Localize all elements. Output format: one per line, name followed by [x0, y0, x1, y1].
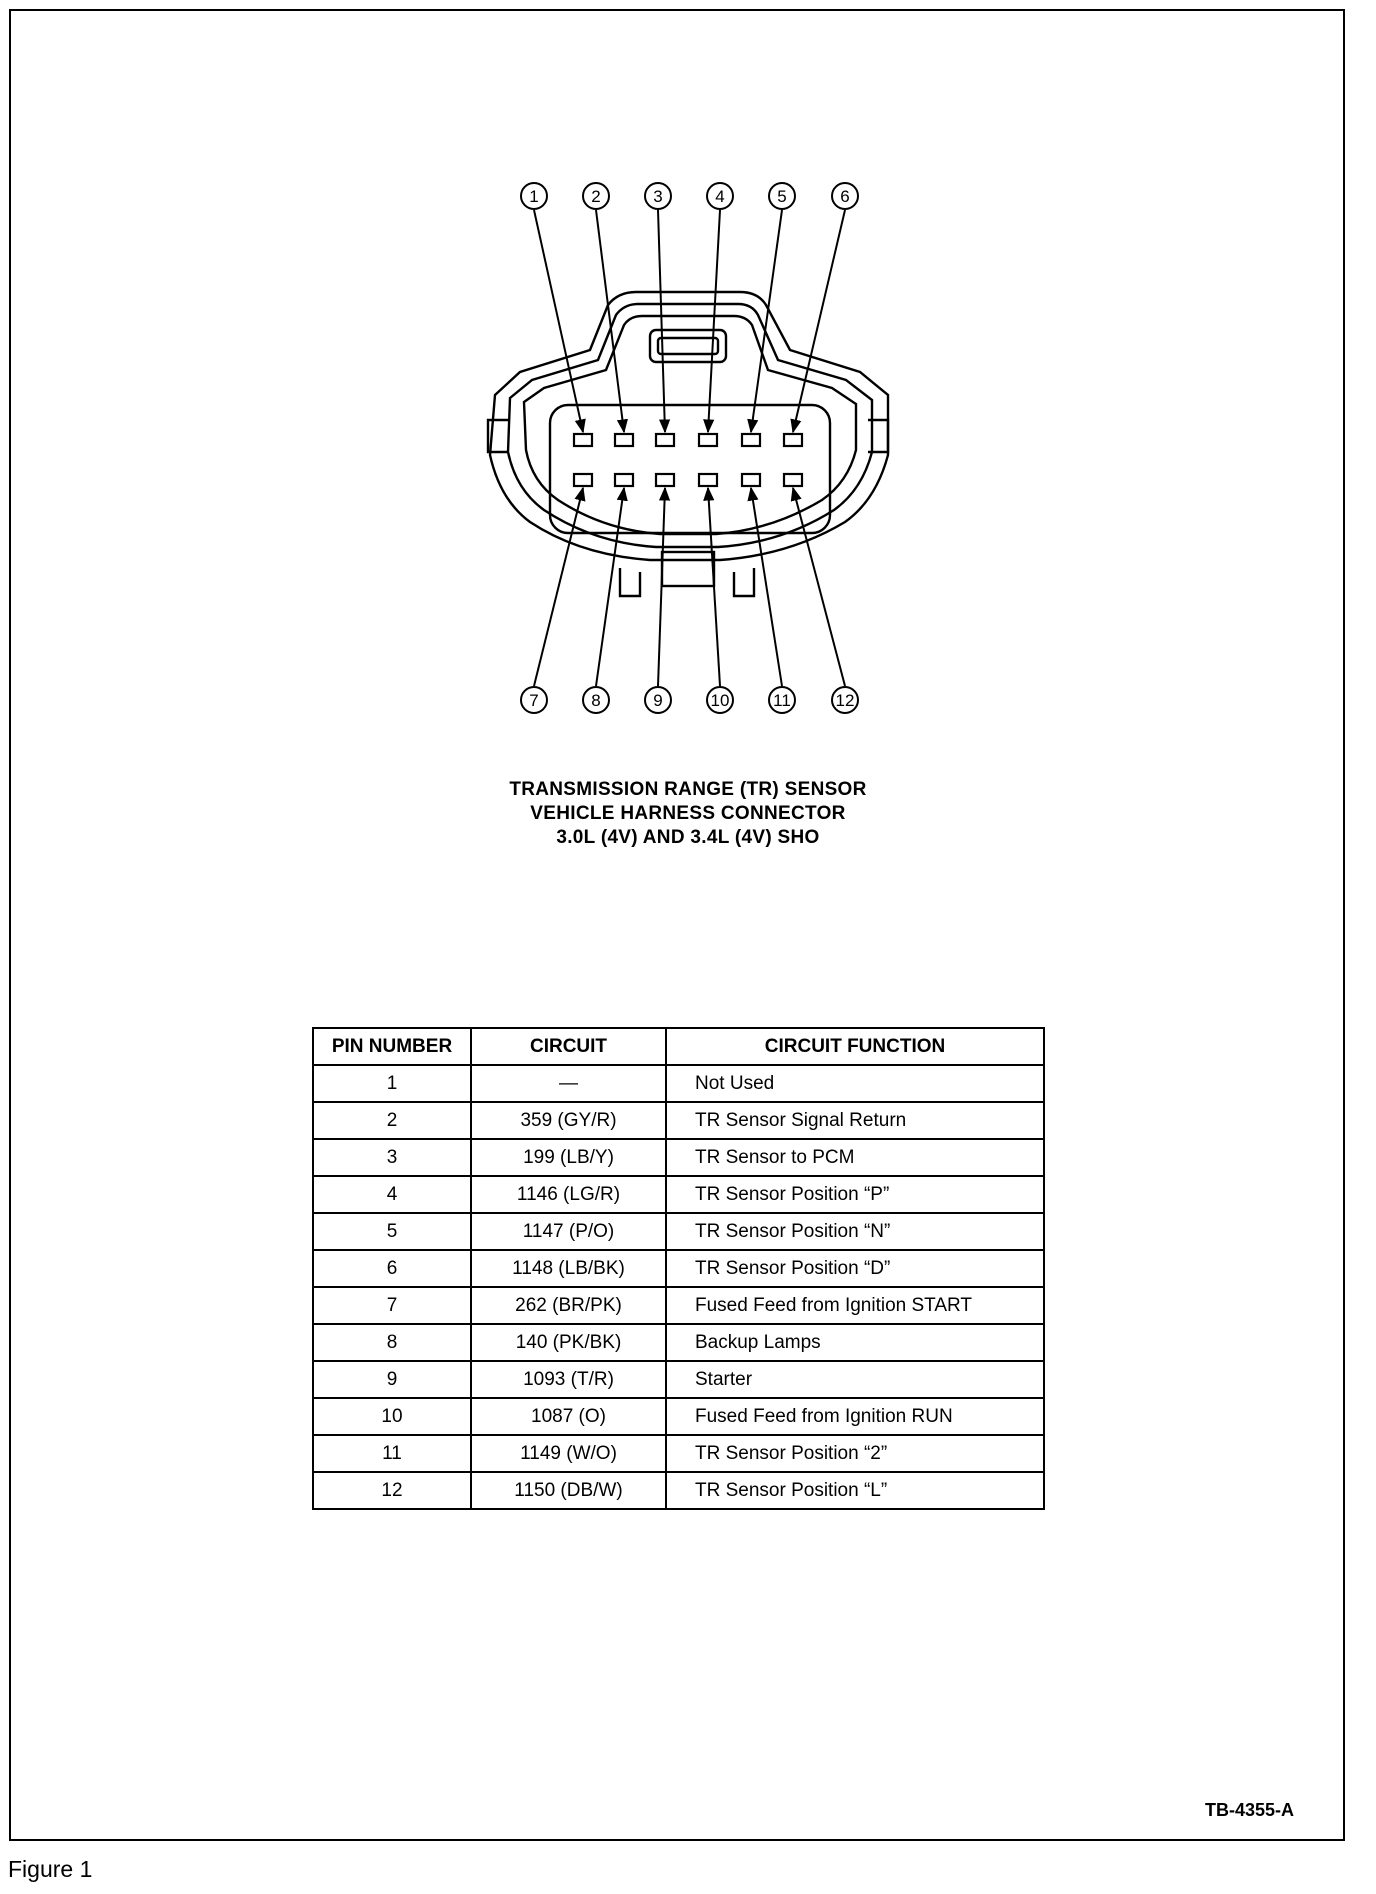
pin-callout-label-5: 5	[777, 187, 787, 206]
cell-pin: 8	[313, 1324, 471, 1361]
cell-function: TR Sensor Position “L”	[666, 1472, 1044, 1509]
cell-function: Fused Feed from Ignition RUN	[666, 1398, 1044, 1435]
cell-function: TR Sensor Position “2”	[666, 1435, 1044, 1472]
cell-circuit: 1150 (DB/W)	[471, 1472, 666, 1509]
header-pin-number: PIN NUMBER	[313, 1028, 471, 1065]
table-row	[313, 1472, 1044, 1509]
cell-pin: 7	[313, 1287, 471, 1324]
header-circuit-function: CIRCUIT FUNCTION	[666, 1028, 1044, 1065]
table-row	[313, 1398, 1044, 1435]
top-pin-callouts	[521, 183, 858, 209]
cell-circuit: 1148 (LB/BK)	[471, 1250, 666, 1287]
cell-circuit: —	[471, 1065, 666, 1102]
pin-socket-6	[784, 434, 802, 446]
pin-callout-label-8: 8	[591, 691, 601, 710]
caption-line-3: 3.0L (4V) AND 3.4L (4V) SHO	[556, 827, 820, 848]
table-row	[313, 1176, 1044, 1213]
cell-pin: 10	[313, 1398, 471, 1435]
pin-callout-label-2: 2	[591, 187, 601, 206]
pin-callout-label-12: 12	[835, 691, 855, 710]
leader-line-1	[534, 210, 583, 432]
table-row	[313, 1250, 1044, 1287]
leader-line-2	[596, 210, 624, 432]
pin-socket-10	[699, 474, 717, 486]
bottom-pin-row	[574, 474, 802, 486]
table-row	[313, 1435, 1044, 1472]
cell-circuit: 262 (BR/PK)	[471, 1287, 666, 1324]
cell-pin: 1	[313, 1065, 471, 1102]
pin-callout-label-4: 4	[715, 187, 725, 206]
pin-socket-5	[742, 434, 760, 446]
cell-function: TR Sensor to PCM	[666, 1139, 1044, 1176]
connector-caption	[433, 778, 943, 850]
cell-pin: 2	[313, 1102, 471, 1139]
pin-circuit-table	[312, 1027, 1045, 1510]
header-circuit: CIRCUIT	[471, 1028, 666, 1065]
cell-pin: 12	[313, 1472, 471, 1509]
connector-body	[488, 292, 888, 596]
pin-socket-12	[784, 474, 802, 486]
pin-callout-label-11: 11	[773, 691, 791, 710]
pin-callout-label-1: 1	[529, 187, 539, 206]
cell-circuit: 1146 (LG/R)	[471, 1176, 666, 1213]
top-leader-lines	[534, 210, 845, 432]
cell-pin: 6	[313, 1250, 471, 1287]
cell-function: TR Sensor Signal Return	[666, 1102, 1044, 1139]
table-row	[313, 1287, 1044, 1324]
pin-socket-11	[742, 474, 760, 486]
pin-socket-3	[656, 434, 674, 446]
leader-line-4	[708, 210, 720, 432]
cell-pin: 4	[313, 1176, 471, 1213]
pin-callout-label-3: 3	[653, 187, 663, 206]
cell-circuit: 1087 (O)	[471, 1398, 666, 1435]
cell-circuit: 140 (PK/BK)	[471, 1324, 666, 1361]
leader-line-6	[793, 210, 845, 432]
caption-line-2: VEHICLE HARNESS CONNECTOR	[530, 803, 846, 824]
pin-socket-8	[615, 474, 633, 486]
pin-socket-1	[574, 434, 592, 446]
table-row	[313, 1139, 1044, 1176]
leader-line-3	[658, 210, 665, 432]
table-row	[313, 1065, 1044, 1102]
cell-function: TR Sensor Position “P”	[666, 1176, 1044, 1213]
cell-function: Starter	[666, 1361, 1044, 1398]
top-pin-row	[574, 434, 802, 446]
cell-pin: 5	[313, 1213, 471, 1250]
table-row	[313, 1361, 1044, 1398]
pin-socket-2	[615, 434, 633, 446]
leader-line-5	[751, 210, 782, 432]
pin-callout-label-9: 9	[653, 691, 663, 710]
cell-pin: 11	[313, 1435, 471, 1472]
table-row	[313, 1324, 1044, 1361]
leader-line-11	[751, 488, 782, 686]
table-header-row	[313, 1028, 1044, 1065]
cell-circuit: 1147 (P/O)	[471, 1213, 666, 1250]
cell-function: TR Sensor Position “N”	[666, 1213, 1044, 1250]
cell-function: Backup Lamps	[666, 1324, 1044, 1361]
table-row	[313, 1213, 1044, 1250]
table-row	[313, 1102, 1044, 1139]
reference-code: TB-4355-A	[1205, 1800, 1295, 1820]
cell-circuit: 359 (GY/R)	[471, 1102, 666, 1139]
pin-socket-4	[699, 434, 717, 446]
figure-label: Figure 1	[8, 1856, 93, 1882]
cell-function: Not Used	[666, 1065, 1044, 1102]
connector-diagram	[0, 0, 1376, 900]
cell-circuit: 199 (LB/Y)	[471, 1139, 666, 1176]
cell-circuit: 1093 (T/R)	[471, 1361, 666, 1398]
cell-circuit: 1149 (W/O)	[471, 1435, 666, 1472]
cell-pin: 9	[313, 1361, 471, 1398]
bottom-pin-callouts	[521, 687, 858, 713]
cell-function: Fused Feed from Ignition START	[666, 1287, 1044, 1324]
pin-callout-label-7: 7	[529, 691, 539, 710]
pin-socket-7	[574, 474, 592, 486]
cell-pin: 3	[313, 1139, 471, 1176]
caption-line-1: TRANSMISSION RANGE (TR) SENSOR	[509, 779, 867, 800]
cell-function: TR Sensor Position “D”	[666, 1250, 1044, 1287]
pin-callout-label-6: 6	[840, 187, 850, 206]
pin-callout-label-10: 10	[710, 691, 730, 710]
pin-socket-9	[656, 474, 674, 486]
